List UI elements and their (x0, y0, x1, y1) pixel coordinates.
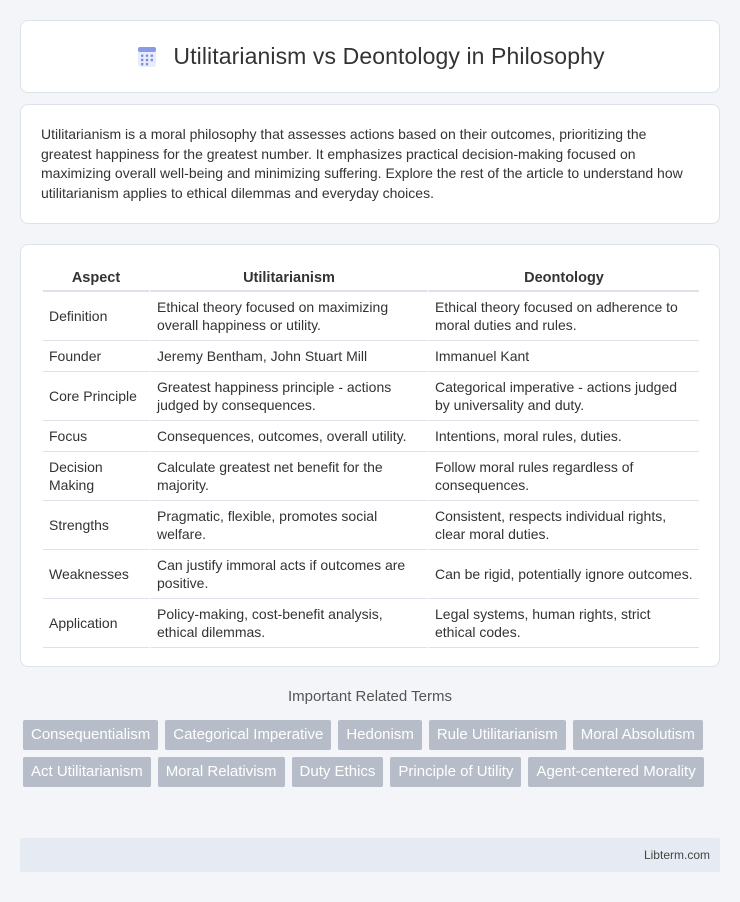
table-header-row (43, 265, 699, 292)
footer (20, 838, 720, 872)
row-deontology: Consistent, respects individual rights, clear moral duties. (427, 501, 699, 550)
table-row (43, 421, 699, 452)
header-utilitarianism: Utilitarianism (149, 265, 427, 292)
intro-paragraph: Utilitarianism is a moral philosophy that assesses actions based on their outcomes, prioritizing the greatest happiness for the greatest number. It emphasizes practical decision-making focused on maximizing overall well-being and minimizing suffering. Explore the rest of the article to understand how utilitarianism applies to ethical dilemmas and everyday choices. (41, 126, 683, 201)
related-term-tag[interactable]: Moral Absolutism (573, 720, 703, 750)
header-aspect: Aspect (43, 265, 149, 292)
row-aspect: Focus (43, 421, 149, 452)
row-utilitarianism: Can justify immoral acts if outcomes are positive. (149, 550, 427, 599)
related-term-tag[interactable]: Hedonism (338, 720, 422, 750)
table-row (43, 372, 699, 421)
row-utilitarianism: Calculate greatest net benefit for the majority. (149, 452, 427, 501)
header-deontology: Deontology (427, 265, 699, 292)
comparison-table-card (20, 244, 720, 667)
row-utilitarianism: Policy-making, cost-benefit analysis, ethical dilemmas. (149, 599, 427, 648)
row-deontology: Categorical imperative - actions judged by universality and duty. (427, 372, 699, 421)
related-term-tag[interactable]: Agent-centered Morality (528, 757, 703, 787)
table-row (43, 452, 699, 501)
related-terms-heading: Important Related Terms (288, 688, 452, 705)
row-deontology: Intentions, moral rules, duties. (427, 421, 699, 452)
row-utilitarianism: Pragmatic, flexible, promotes social welfare. (149, 501, 427, 550)
row-aspect: Application (43, 599, 149, 648)
document-grid-icon (135, 45, 159, 69)
related-term-tag[interactable]: Categorical Imperative (165, 720, 331, 750)
table-row (43, 550, 699, 599)
row-utilitarianism: Jeremy Bentham, John Stuart Mill (149, 341, 427, 372)
related-term-tag[interactable]: Consequentialism (23, 720, 158, 750)
row-utilitarianism: Consequences, outcomes, overall utility. (149, 421, 427, 452)
table-row (43, 292, 699, 341)
row-deontology: Immanuel Kant (427, 341, 699, 372)
table-row (43, 599, 699, 648)
related-term-tag[interactable]: Moral Relativism (158, 757, 285, 787)
row-utilitarianism: Ethical theory focused on maximizing overall happiness or utility. (149, 292, 427, 341)
related-term-tag[interactable]: Principle of Utility (390, 757, 521, 787)
row-deontology: Legal systems, human rights, strict ethical codes. (427, 599, 699, 648)
row-aspect: Decision Making (43, 452, 149, 501)
row-aspect: Weaknesses (43, 550, 149, 599)
row-aspect: Strengths (43, 501, 149, 550)
row-aspect: Definition (43, 292, 149, 341)
related-terms-list (23, 720, 723, 787)
related-term-tag[interactable]: Duty Ethics (292, 757, 384, 787)
row-deontology: Follow moral rules regardless of consequences. (427, 452, 699, 501)
footer-site-link[interactable]: Libterm.com (643, 848, 710, 862)
row-deontology: Ethical theory focused on adherence to moral duties and rules. (427, 292, 699, 341)
related-term-tag[interactable]: Rule Utilitarianism (429, 720, 566, 750)
related-term-tag[interactable]: Act Utilitarianism (23, 757, 151, 787)
comparison-table (43, 265, 699, 648)
row-aspect: Founder (43, 341, 149, 372)
table-row (43, 501, 699, 550)
row-aspect: Core Principle (43, 372, 149, 421)
header-card (20, 20, 720, 93)
row-deontology: Can be rigid, potentially ignore outcomes. (427, 550, 699, 599)
row-utilitarianism: Greatest happiness principle - actions judged by consequences. (149, 372, 427, 421)
page-title: Utilitarianism vs Deontology in Philosophy (173, 43, 605, 69)
table-row (43, 341, 699, 372)
intro-card (20, 104, 720, 224)
